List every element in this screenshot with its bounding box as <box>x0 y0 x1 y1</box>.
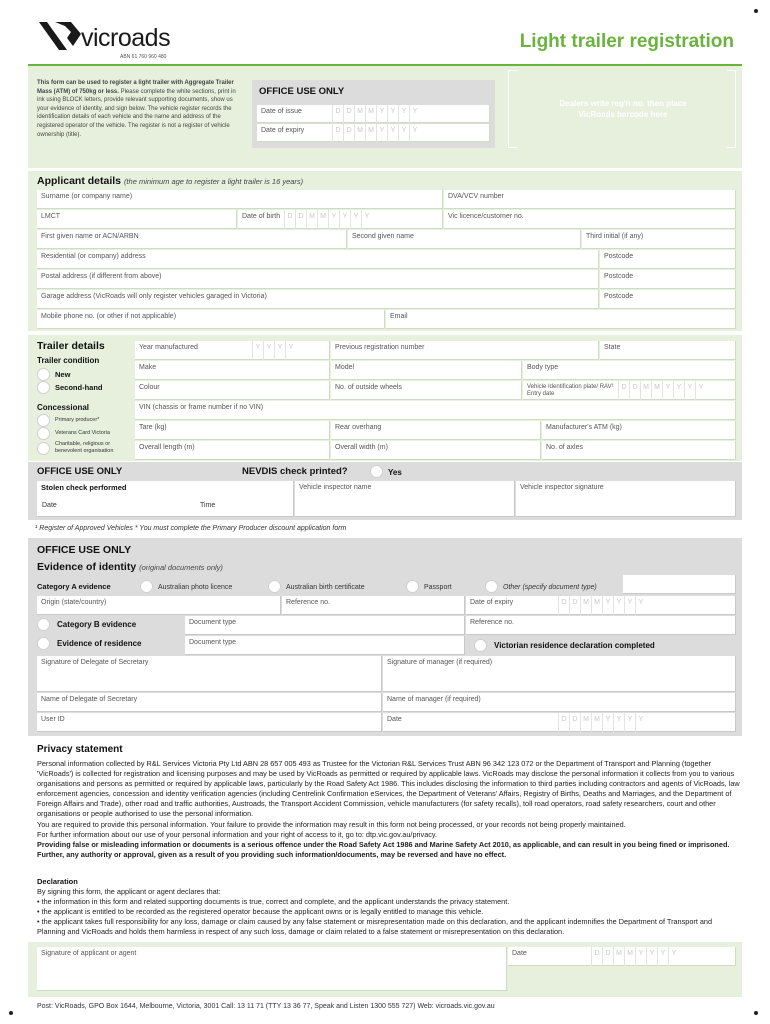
applicant-date-field[interactable]: Date <box>508 947 736 966</box>
length-field[interactable]: Overall length (m) <box>135 441 330 460</box>
dva-field[interactable]: DVA/VCV number <box>444 190 736 209</box>
intro-text <box>37 79 243 139</box>
privacy-p2: You are required to provide this personal information. Your failure to provide the information may result in this form not being processed, or your records not being properly maintained. <box>37 819 626 829</box>
residential-field[interactable]: Residential (or company) address <box>37 250 599 269</box>
sig-delegate-field[interactable]: Signature of Delegate of Secretary <box>37 656 382 692</box>
eoi-date-cells: D D M M Y Y Y Y <box>558 713 646 732</box>
vicroads-logo-icon <box>37 18 87 54</box>
residential-postcode[interactable]: Postcode <box>600 250 736 269</box>
veterans-label: Veterans Card Victoria <box>55 430 110 436</box>
vicroads-logo <box>37 18 197 58</box>
width-field[interactable]: Overall width (m) <box>331 441 541 460</box>
state-field[interactable]: State <box>600 341 736 360</box>
declaration-b1: • the information in this form and related supporting documents is true, correct and complete, and the applicant understands the privacy statement. <box>37 897 510 907</box>
declaration-title: Declaration <box>37 877 78 886</box>
model-field[interactable]: Model <box>331 361 522 380</box>
eoi-title: Evidence of identity (original documents only) <box>37 561 223 573</box>
photo-licence-radio[interactable] <box>140 580 153 593</box>
new-radio[interactable] <box>37 368 50 381</box>
applicant-date-cells: D D M M Y Y Y Y <box>591 947 679 966</box>
applicant-title: Applicant details (the minimum age to register a light trailer is 16 years) <box>37 175 304 187</box>
intro-body: Please complete the white sections, print in ink using BLOCK letters, provide relevant supporting documents, show us your evidence of identity, and sign below. The vehicle register records the identification details of each vehicle and the name and address of the registered operator of the vehicle. The register is not a register of vehicle ownership (title). <box>37 88 236 138</box>
vin-field[interactable]: VIN (chassis or frame number if no VIN) <box>135 401 736 420</box>
second-name-field[interactable]: Second given name <box>348 230 581 249</box>
privacy-title: Privacy statement <box>37 744 123 755</box>
wheels-field[interactable]: No. of outside wheels <box>331 381 522 400</box>
passport-label: Passport <box>424 584 452 591</box>
declaration-intro: By signing this form, the applicant or agent declares that: <box>37 887 221 896</box>
footer-contact: Post: VicRoads, GPO Box 1644, Melbourne, Victoria, 3001 Call: 13 11 71 (TTY 13 36 77, Speak and Listen 1300 555 727) Web: vicroads.vic.gov.au <box>37 1003 495 1010</box>
birth-cert-label: Australian birth certificate <box>286 584 365 591</box>
colour-field[interactable]: Colour <box>135 381 330 400</box>
trailer-condition-label: Trailer condition <box>37 356 100 365</box>
office-mid-title: OFFICE USE ONLY <box>37 466 123 477</box>
date-of-expiry-field[interactable]: Date of expiry <box>257 124 490 142</box>
prev-reg-field[interactable]: Previous registration number <box>331 341 599 360</box>
charitable-radio[interactable] <box>37 442 50 455</box>
garage-field[interactable]: Garage address (VicRoads will only register vehicles garaged in Victoria) <box>37 290 599 309</box>
surname-field[interactable]: Surname (or company name) <box>37 190 443 209</box>
make-field[interactable]: Make <box>135 361 330 380</box>
abn-text: ABN 61 760 960 480 <box>120 54 167 60</box>
vic-res-label: Victorian residence declaration completed <box>494 641 655 650</box>
third-initial-field[interactable]: Third initial (if any) <box>582 230 736 249</box>
photo-licence-label: Australian photo licence <box>158 584 233 591</box>
veterans-radio[interactable] <box>37 427 50 440</box>
issue-date-cells: D D M M Y Y Y Y <box>332 105 420 123</box>
barcode-area <box>508 70 736 148</box>
other-doc-field[interactable] <box>623 575 736 594</box>
cat-a-label: Category A evidence <box>37 582 111 591</box>
concessional-label: Concessional <box>37 403 90 412</box>
trailer-title: Trailer details <box>37 340 105 352</box>
footnote: ¹ Register of Approved Vehicles * You must complete the Primary Producer discount application form <box>35 525 347 532</box>
lmct-field[interactable]: LMCT <box>37 210 237 229</box>
mobile-field[interactable]: Mobile phone no. (or other if not applicable) <box>37 310 385 329</box>
body-type-field[interactable]: Body type <box>523 361 736 380</box>
nevdis-yes-label: Yes <box>388 468 402 477</box>
declaration-body <box>37 887 742 937</box>
page-title: Light trailer registration <box>519 31 734 52</box>
expiry-cells: D D M M Y Y Y Y <box>558 596 646 615</box>
passport-radio[interactable] <box>406 580 419 593</box>
corner-dot-br <box>754 1011 758 1015</box>
user-id-field[interactable]: User ID <box>37 713 382 732</box>
stolen-date-label: Date <box>42 502 57 509</box>
cat-b-reference-field[interactable]: Reference no. <box>466 616 736 635</box>
nevdis-yes-radio[interactable] <box>370 465 383 478</box>
cat-b-label: Category B evidence <box>57 620 137 629</box>
residence-radio[interactable] <box>37 637 50 650</box>
other-doc-radio[interactable] <box>485 580 498 593</box>
declaration-b2: • the applicant is entitled to be recorded as the registered operator because the applicant owns or is legally entitled to manage this vehicle. <box>37 907 484 917</box>
expiry-field[interactable]: Date of expiry <box>466 596 736 615</box>
primary-producer-radio[interactable] <box>37 414 50 427</box>
privacy-p4: Providing false or misleading information or documents is a serious offence under the Road Safety Act 1986 and Marine Safety Act 2010, as applicable, and can result in you being fined or imprisoned. Further, any authority or approval, given as a result of you providing such information/documents, may be reversed and have no effect. <box>37 839 730 859</box>
other-doc-label: Other (specify document type) <box>503 584 597 591</box>
expiry-date-cells: D D M M Y Y Y Y <box>332 124 420 142</box>
residence-label: Evidence of residence <box>57 639 142 648</box>
inspector-sig-field[interactable]: Vehicle inspector signature <box>516 481 736 517</box>
email-field[interactable]: Email <box>386 310 736 329</box>
residence-doc-type-field[interactable]: Document type <box>185 636 465 655</box>
nevdis-label: NEVDIS check printed? <box>242 466 348 477</box>
overhang-field[interactable]: Rear overhang <box>331 421 541 440</box>
first-name-field[interactable]: First given name or ACN/ARBN <box>37 230 347 249</box>
corner-dot-tr <box>754 9 758 13</box>
year-manufactured-field[interactable]: Year manufactured <box>135 341 330 360</box>
date-of-issue-field[interactable]: Date of issue <box>257 105 490 123</box>
vin-plate-field[interactable]: Vehicle Identification plate/ RAV¹ Entry date <box>523 381 736 400</box>
atm-field[interactable]: Manufacturer's ATM (kg) <box>542 421 736 440</box>
licence-field[interactable]: Vic licence/customer no. <box>444 210 736 229</box>
new-label: New <box>55 370 71 379</box>
second-hand-label: Second-hand <box>55 383 103 392</box>
postal-field[interactable]: Postal address (if different from above) <box>37 270 599 289</box>
year-cells: Y Y Y Y <box>252 341 296 360</box>
declaration-b3: • the applicant takes full responsibility for any loss, damage or claim caused by any false statement or misrepresentation made on this declaration, and the applicant indemnifies the Department of Transport and Planning and VicRoads and holds them harmless in respect of any such loss, damage or claim related to a false statement or misrepresentation on this declaration. <box>37 917 713 937</box>
vic-res-radio[interactable] <box>474 639 487 652</box>
dealer-note: Dealers write reg'n no. then place VicRoads barcode here <box>559 99 687 119</box>
logo-text: vicroads <box>81 24 171 52</box>
dob-field[interactable]: Date of birth <box>238 210 443 229</box>
axles-field[interactable]: No. of axles <box>542 441 736 460</box>
office-top-title: OFFICE USE ONLY <box>259 86 345 97</box>
birth-cert-radio[interactable] <box>268 580 281 593</box>
charitable-label: Charitable, religious or benevolent organisation <box>55 441 114 454</box>
intro-bold: This form can be used to register a light trailer with Aggregate Trailer Mass (ATM) of 750kg or less. <box>37 80 234 95</box>
cat-b-doc-type-field[interactable]: Document type <box>185 616 465 635</box>
vin-plate-cells: D D M M Y Y Y Y <box>618 381 706 400</box>
primary-producer-label: Primary producer* <box>55 417 100 423</box>
sig-manager-field[interactable]: Signature of manager (if required) <box>383 656 736 692</box>
name-delegate-field[interactable]: Name of Delegate of Secretary <box>37 693 382 712</box>
corner-dot-bl <box>9 1011 13 1015</box>
reference-field[interactable]: Reference no. <box>282 596 465 615</box>
eoi-date-field[interactable]: Date <box>383 713 736 732</box>
cat-b-radio[interactable] <box>37 618 50 631</box>
name-manager-field[interactable]: Name of manager (if required) <box>383 693 736 712</box>
privacy-body <box>37 759 742 860</box>
privacy-p3: For further information about our use of your personal information and your right of access to it, go to: dtp.vic.gov.au/privacy. <box>37 829 438 839</box>
privacy-p1: Personal information collected by R&L Services Victoria Pty Ltd ABN 28 657 005 493 as Trustee for the Victorian R&L Services Trust ABN 96 342 123 072 or the Department of Transport and Planning (together 'VicRoads') is collected for registration and licensing purposes and may be used by VicRoads as permitted or required by applicable laws. VicRoads may disclose the personal information it collects from you to various organisations and persons as permitted or required by applicable laws, particularly by the Road Safety Act 1986. This includes disclosing the information to third parties including contractors and agents of VicRoads, law enforcement agencies, concession and identity verification agencies (including Centrelink Confirmation eServices, the Department of Veterans' Affairs, Registry of Births, Deaths and Marriages, and the Department of Foreign Affairs and Trade), other road and traffic authorities, Austroads, the Transport Accident Commission, vehicle manufacturers (for safety recalls), toll road operators, road safety researchers, court and other organisations or people authorised to use the personal information. <box>37 759 740 819</box>
tare-field[interactable]: Tare (kg) <box>135 421 330 440</box>
applicant-signature-field[interactable]: Signature of applicant or agent <box>37 947 507 991</box>
dob-cells: D D M M Y Y Y Y <box>284 210 372 229</box>
origin-field[interactable]: Origin (state/country) <box>37 596 281 615</box>
garage-postcode[interactable]: Postcode <box>600 290 736 309</box>
office-eoi-title: OFFICE USE ONLY <box>37 544 132 556</box>
postal-postcode[interactable]: Postcode <box>600 270 736 289</box>
stolen-check-field[interactable]: Stolen check performed <box>37 481 294 517</box>
stolen-time-label: Time <box>200 502 216 509</box>
inspector-name-field[interactable]: Vehicle inspector name <box>295 481 515 517</box>
second-hand-radio[interactable] <box>37 381 50 394</box>
